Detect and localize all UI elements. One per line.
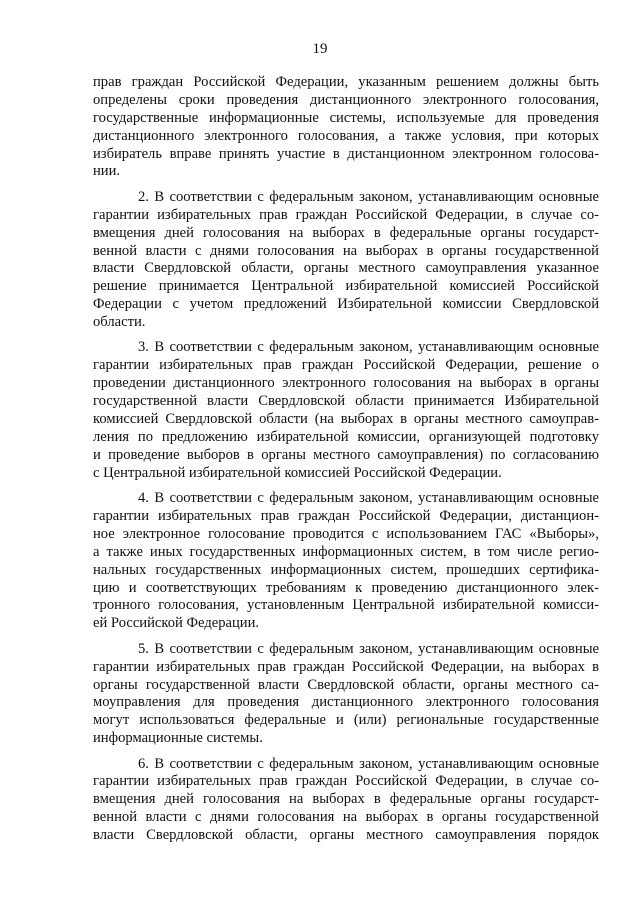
paragraph-3 bbox=[93, 339, 599, 482]
text-line: определены сроки проведения дистанционного электронного голосования, bbox=[93, 91, 599, 108]
text-line: 6. В соответствии с федеральным законом, устанавливающим основные bbox=[138, 755, 599, 772]
text-line: гарантии избирательных прав граждан Российской Федерации, решение о bbox=[93, 357, 599, 374]
text-line: с Центральной избирательной комиссией Российской Федерации. bbox=[93, 464, 502, 481]
text-line: а также иных государственных информационных систем, в том числе регио- bbox=[93, 543, 599, 560]
paragraph-5 bbox=[93, 641, 599, 748]
paragraph-2 bbox=[93, 189, 599, 332]
text-line: государственной власти Свердловской области принимается Избирательной bbox=[93, 393, 599, 410]
text-line: 4. В соответствии с федеральным законом, устанавливающим основные bbox=[138, 490, 599, 507]
text-line: нальных государственных информационных систем, прошедших сертифика- bbox=[93, 561, 599, 578]
page-number: 19 bbox=[312, 41, 328, 57]
text-line: государственные информационные системы, используемые для проведения bbox=[93, 109, 599, 126]
text-line: органы государственной власти Свердловской области, органы местного са- bbox=[93, 676, 599, 693]
text-line: могут использоваться федеральные и (или) региональные государственные bbox=[93, 712, 599, 729]
text-line: гарантии избирательных прав граждан Российской Федерации, на выборах в bbox=[93, 658, 599, 675]
text-line: гарантии избирательных прав граждан Российской Федерации, в случае со- bbox=[93, 206, 599, 223]
text-line: гарантии избирательных прав граждан Российской Федерации, в случае со- bbox=[93, 773, 599, 790]
paragraph-6 bbox=[93, 756, 599, 845]
text-line: 2. В соответствии с федеральным законом, устанавливающим основные bbox=[138, 188, 599, 205]
text-line: венной власти с днями голосования на выборах в органы государственной bbox=[93, 242, 599, 259]
text-line: комиссией Свердловской области (на выборах в органы местного самоуправ- bbox=[93, 411, 599, 428]
text-line: прав граждан Российской Федерации, указанным решением должны быть bbox=[93, 74, 599, 90]
paragraph-4 bbox=[93, 490, 599, 633]
text-line: 5. В соответствии с федеральным законом, устанавливающим основные bbox=[138, 640, 599, 657]
paragraph-1 bbox=[93, 74, 599, 181]
text-line: вмещения дней голосования на выборах в федеральные органы государст- bbox=[93, 224, 599, 241]
text-line: дистанционного электронного голосования, а также условия, при которых bbox=[93, 127, 599, 144]
text-line: ления по предложению избирательной комиссии, организующей подготовку bbox=[93, 428, 599, 445]
text-line: 3. В соответствии с федеральным законом, устанавливающим основные bbox=[138, 339, 599, 356]
text-line: гарантии избирательных прав граждан Российской Федерации, дистанцион- bbox=[93, 507, 599, 524]
text-line: моуправления для проведения дистанционного электронного голосования bbox=[93, 694, 599, 711]
text-line: власти Свердловской области, органы местного самоуправления порядок bbox=[93, 827, 599, 844]
text-line: ей Российской Федерации. bbox=[93, 615, 260, 632]
text-line: информационные системы. bbox=[93, 730, 263, 747]
text-line: нии. bbox=[93, 163, 121, 180]
text-line: и проведение выборов в органы местного самоуправления) по согласованию bbox=[93, 446, 599, 463]
document-body bbox=[93, 74, 599, 845]
text-line: венной власти с днями голосования на выборах в органы государственной bbox=[93, 809, 599, 826]
text-line: цию и соответствующих требованиям к проведению дистанционного элек- bbox=[93, 579, 599, 596]
text-line: власти Свердловской области, органы местного самоуправления указанное bbox=[93, 260, 599, 277]
text-line: избиратель вправе принять участие в дистанционном электронном голосова- bbox=[93, 145, 599, 162]
text-line: тронного голосования, установленным Центральной избирательной комисси- bbox=[93, 597, 599, 614]
text-line: ное электронное голосование проводится с использованием ГАС «Выборы», bbox=[93, 525, 599, 542]
text-line: Федерации с учетом предложений Избирательной комиссии Свердловской bbox=[93, 296, 599, 313]
text-line: решение принимается Центральной избирательной комиссией Российской bbox=[93, 278, 599, 295]
text-line: проведении дистанционного электронного голосования на выборах в органы bbox=[93, 375, 599, 392]
text-line: области. bbox=[93, 314, 146, 331]
text-line: вмещения дней голосования на выборах в федеральные органы государст- bbox=[93, 791, 599, 808]
